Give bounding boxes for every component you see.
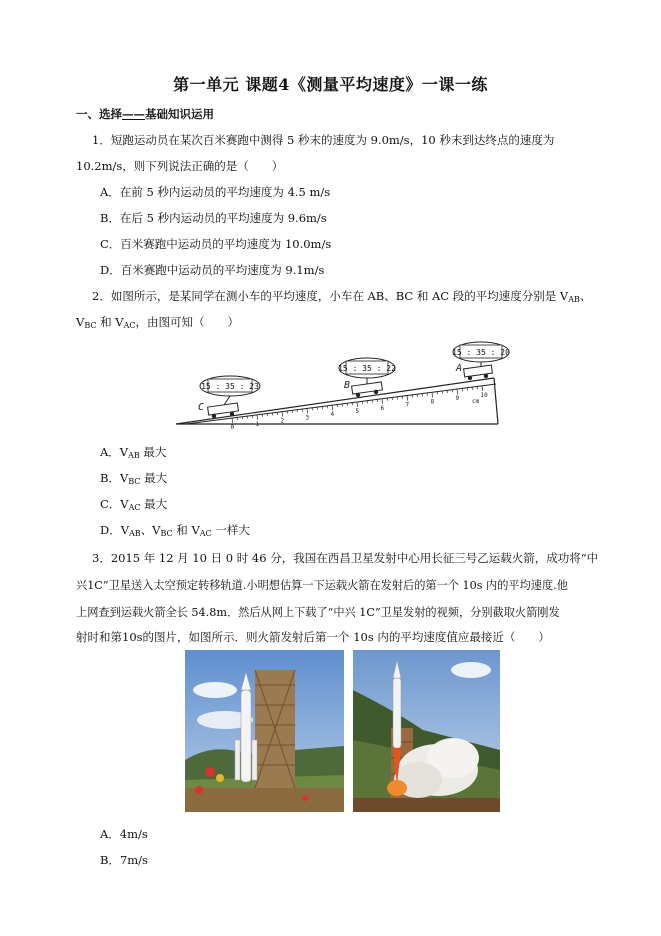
q2-and: 和 V bbox=[96, 315, 124, 329]
launch-photo-initial bbox=[185, 650, 344, 812]
q3-option-a: A．4m/s bbox=[100, 827, 148, 841]
ruler-number: 9 bbox=[455, 395, 460, 403]
q2-v: V bbox=[76, 315, 85, 329]
q2-option-b-prefix: B．V bbox=[100, 471, 129, 485]
q2-option-c-prefix: C．V bbox=[100, 497, 129, 511]
ruler-unit: cm bbox=[472, 398, 480, 405]
incline-ruler-diagram bbox=[172, 340, 510, 431]
ruler-tick bbox=[477, 387, 478, 390]
ruler-tick bbox=[457, 389, 458, 394]
section-suffix: 基础知识运用 bbox=[145, 107, 214, 121]
section-prefix: 一、选择 bbox=[76, 107, 122, 121]
ruler-tick bbox=[397, 397, 398, 400]
ruler-number: 1 bbox=[255, 420, 260, 428]
q2-stem-line1 bbox=[92, 288, 591, 304]
ruler-number: 8 bbox=[430, 398, 435, 406]
ruler-tick bbox=[362, 401, 363, 404]
q2-option-b bbox=[100, 470, 167, 486]
ruler-tick bbox=[472, 387, 473, 390]
q1-option-b: B．在后 5 秒内运动员的平均速度为 9.6m/s bbox=[100, 211, 327, 225]
q2-option-c bbox=[100, 496, 167, 512]
ruler-tick bbox=[402, 396, 403, 399]
q2-sub-bc: BC bbox=[84, 321, 97, 330]
ruler-tick bbox=[377, 399, 378, 402]
ruler-tick bbox=[257, 415, 258, 420]
ruler-tick bbox=[372, 400, 373, 403]
cart-a bbox=[464, 365, 493, 380]
q3-stem-line1: 3．2015 年 12 月 10 日 0 时 46 分，我国在西昌卫星发射中心用长征三号乙运载火箭，成功将“中 bbox=[92, 551, 599, 565]
q2-option-b-suffix: 最大 bbox=[140, 471, 168, 485]
ruler-tick bbox=[482, 386, 483, 391]
ruler-tick bbox=[427, 393, 428, 396]
q2-option-b-sub: BC bbox=[128, 477, 141, 486]
q2-option-d-sub1: AB bbox=[129, 529, 141, 538]
q2-option-a-sub: AB bbox=[128, 451, 140, 460]
ruler-number: 3 bbox=[305, 414, 310, 422]
q2-sub-ab: AB bbox=[568, 295, 580, 304]
point-label-a: A bbox=[456, 363, 463, 374]
ruler-tick bbox=[467, 388, 468, 391]
q2-sub-ac: AC bbox=[123, 321, 136, 330]
ruler-tick bbox=[432, 392, 433, 397]
ruler-tick bbox=[447, 390, 448, 393]
q1-stem-line2: 10.2m/s，则下列说法正确的是（ ） bbox=[76, 159, 284, 173]
q1-option-a: A．在前 5 秒内运动员的平均速度为 4.5 m/s bbox=[100, 185, 331, 199]
clock-b-time: 15 : 35 : 22 bbox=[338, 364, 396, 373]
q2-option-d-sub3: AC bbox=[199, 529, 212, 538]
clock-a-time: 15 : 35 : 20 bbox=[452, 348, 510, 357]
ruler-tick bbox=[232, 418, 233, 423]
q2-option-c-suffix: 最大 bbox=[140, 497, 168, 511]
q2-option-a-prefix: A．V bbox=[100, 445, 129, 459]
point-label-b: B bbox=[344, 380, 351, 391]
ruler-tick bbox=[452, 390, 453, 393]
q2-option-d-mid1: 、V bbox=[140, 523, 161, 537]
ruler-number: 0 bbox=[230, 424, 235, 431]
q2-stem-end: ，由图可知（ ） bbox=[135, 315, 239, 329]
ruler-tick bbox=[332, 405, 333, 410]
ruler-tick bbox=[417, 394, 418, 397]
q2-option-d-prefix: D．V bbox=[100, 523, 130, 537]
ruler-tick bbox=[387, 398, 388, 401]
ruler-tick bbox=[367, 401, 368, 404]
ruler-tick bbox=[407, 396, 408, 401]
q1-option-c: C．百米赛跑中运动员的平均速度为 10.0m/s bbox=[100, 237, 332, 251]
q1-stem-line1: 1．短跑运动员在某次百米赛跑中测得 5 秒末的速度为 9.0m/s，10 秒末到达终点的速度为 bbox=[92, 133, 555, 147]
ruler-tick bbox=[437, 392, 438, 395]
clock-c-time: 15 : 35 : 23 bbox=[201, 382, 259, 391]
q2-stem-line2 bbox=[76, 314, 239, 330]
point-label-c: C bbox=[198, 402, 205, 413]
ruler-number: 2 bbox=[280, 417, 285, 425]
q2-stem-text: 2．如图所示，是某同学在测小车的平均速度，小车在 AB、BC 和 AC 段的平均速度分别是 V bbox=[92, 289, 569, 303]
q3-option-b: B．7m/s bbox=[100, 853, 148, 867]
q2-option-d-mid2: 和 V bbox=[172, 523, 200, 537]
q2-sep: 、 bbox=[579, 289, 592, 303]
ruler-tick bbox=[412, 395, 413, 398]
ruler-tick bbox=[462, 389, 463, 392]
q2-option-d-suffix: 一样大 bbox=[211, 523, 250, 537]
section-dash: —— bbox=[122, 107, 145, 121]
q2-option-c-sub: AC bbox=[128, 503, 141, 512]
q2-option-a bbox=[100, 444, 166, 460]
clock-c bbox=[200, 376, 260, 405]
ruler-number: 4 bbox=[330, 411, 335, 419]
launch-photo-10s bbox=[353, 650, 500, 812]
q2-option-d-sub2: BC bbox=[160, 529, 173, 538]
ruler-number: 7 bbox=[405, 401, 410, 409]
ruler-tick bbox=[442, 391, 443, 394]
q3-stem-line3: 上网查到运载火箭全长 54.8m．然后从网上下载了“中兴 1C”卫星发射的视频，分别截取火箭刚发 bbox=[76, 606, 560, 619]
ruler-tick bbox=[392, 398, 393, 401]
q2-option-a-suffix: 最大 bbox=[139, 445, 167, 459]
ruler-tick bbox=[282, 412, 283, 417]
q3-stem-line4: 射时和第10s的图片，如图所示．则火箭发射后第一个 10s 内的平均速度值应最接近（ ） bbox=[76, 630, 550, 644]
q2-option-d bbox=[100, 522, 250, 538]
ruler-tick bbox=[357, 402, 358, 407]
page-title: 第一单元 课题4《测量平均速度》一课一练 bbox=[173, 75, 488, 94]
section-heading bbox=[76, 106, 214, 122]
ruler-number: 10 bbox=[480, 392, 488, 399]
ruler-tick bbox=[307, 408, 308, 413]
q3-stem-line2: 兴1C”卫星送入太空预定转移轨道.小明想估算一下运载火箭在发射后的第一个 10s 内的平均速度.他 bbox=[76, 579, 568, 592]
ruler-number: 5 bbox=[355, 408, 360, 415]
ruler-number: 6 bbox=[380, 404, 385, 412]
ruler-tick bbox=[422, 394, 423, 397]
ruler-tick bbox=[382, 399, 383, 404]
q1-option-d: D．百米赛跑中运动员的平均速度为 9.1m/s bbox=[100, 263, 325, 277]
